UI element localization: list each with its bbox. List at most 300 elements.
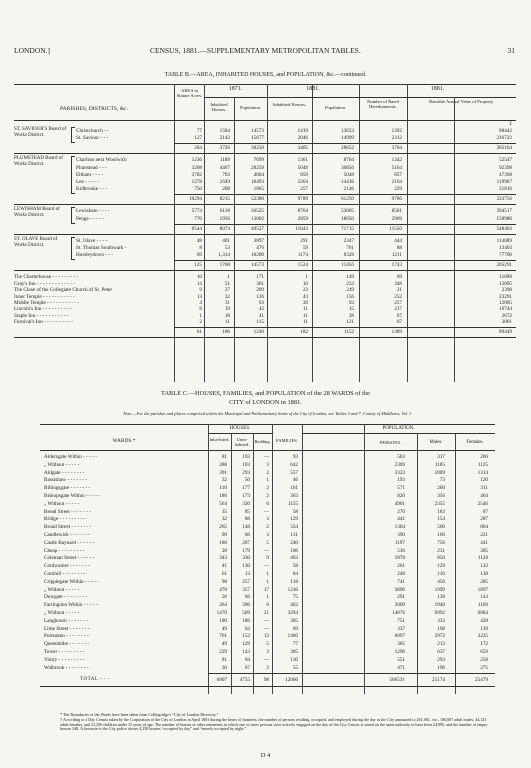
- table-b-data-cell: 4: [199, 300, 202, 306]
- table-c-data-cell: 143: [242, 649, 250, 655]
- table-c-data-cell: 21: [263, 610, 269, 616]
- table-c-data-cell: 13: [244, 571, 250, 577]
- table-b-data-cell: 77706: [499, 252, 512, 259]
- table-c-data-cell: 333: [437, 617, 445, 624]
- table-b-data-cell: 2: [199, 319, 202, 326]
- table-c-data-cell: 154: [437, 516, 445, 523]
- table-c-data-cell: 761: [219, 633, 227, 640]
- table-c-data-cell: 77: [292, 641, 298, 648]
- footnote-day-census: † According to a Day Census taken by the Corporation of the City of London in April 1881 during the hours of business, the number of persons residing, occupied, and employed during the day in the City amounted to 261,061, viz., 186,007 adult males, 44,125 adult females, and 21,256 children under 15 years of age. The number of houses or other tenements in which one or more persons were actively engaged on the day of the City Census is stated on the same authority to have been 24,895, and the number of empty houses 348. A footnote to the City police shows 4,258 houses “occupied by day” and “merely occupied by night.”: [60, 717, 488, 732]
- table-c-data-cell: 385: [397, 641, 405, 648]
- table-c-data-cell: 143: [480, 594, 488, 601]
- table-c-data-cell: 330: [242, 500, 250, 507]
- table-c-data-cell: 110: [219, 485, 227, 492]
- table-c-column-rule: [364, 424, 365, 694]
- table-b-others-total-cell: 61: [196, 328, 202, 335]
- table-c-data-cell: 2546: [477, 500, 488, 507]
- table-c-data-cell: 1197: [394, 539, 405, 546]
- table-b-data-cell: 59: [302, 245, 308, 251]
- table-b-subtotal-cell: 6544: [191, 225, 202, 232]
- table-c-data-cell: 120: [480, 477, 488, 484]
- table-c-top-rule: [40, 424, 495, 425]
- table-c-data-cell: 130: [290, 656, 298, 663]
- table-b-data-cell: 13653: [341, 128, 354, 134]
- table-c-data-cell: 260: [437, 485, 445, 492]
- table-c-sub-persons: PERSONS.: [379, 440, 402, 445]
- table-c-ward-name: Farringdon Within - - - - -: [44, 602, 98, 609]
- table-c-data-cell: 35: [221, 508, 227, 515]
- table-b-place-name: The Close of the Collegiate Church of St. Peter: [14, 287, 113, 294]
- table-c-data-cell: 103: [242, 461, 250, 468]
- table-b-data-cell: 18: [224, 312, 230, 319]
- table-b-data-cell: 5048: [343, 171, 354, 178]
- table-b-col-1881a: 1881.: [306, 86, 320, 92]
- table-b-data-cell: 1584: [219, 128, 230, 134]
- table-c-data-cell: 130: [242, 563, 250, 570]
- table-b-data-cell: 3897: [253, 237, 264, 244]
- table-b-data-cell: 770: [194, 215, 202, 222]
- table-c-col-houses: HOUSES.: [229, 426, 251, 431]
- table-c-data-cell: 5: [266, 539, 269, 546]
- table-b-data-cell: 14: [196, 280, 202, 287]
- table-b-data-cell: 11: [225, 319, 230, 326]
- table-c-ward-name: Bishopsgate Within - - - - -: [44, 493, 100, 499]
- table-c-data-cell: 58: [292, 563, 298, 570]
- table-c-data-cell: 3: [266, 532, 269, 538]
- table-c-data-cell: 129: [290, 516, 298, 523]
- table-b-subtotal-cell: 11550: [389, 225, 402, 232]
- table-b-data-cell: 291: [300, 237, 308, 244]
- table-b-subtotal-cell: 333756: [496, 196, 512, 203]
- table-b-sub-rated: Number of Rated Hereditaments.: [367, 99, 399, 110]
- table-b-data-cell: 10493: [251, 179, 264, 185]
- table-c-data-cell: 741: [397, 578, 405, 585]
- table-b-parish-name: Christchurch - -: [76, 128, 109, 134]
- table-c-data-cell: 193: [397, 477, 405, 484]
- table-b-data-cell: 43: [302, 293, 308, 300]
- table-b-data-cell: 252: [394, 293, 402, 300]
- table-b-data-cell: 209: [256, 287, 264, 294]
- table-b-parish-name: St. Thomas Southwark -: [76, 245, 127, 251]
- table-c-data-cell: 642: [290, 461, 298, 468]
- table-b-title: TABLE B.—AREA, INHABITED HOUSES, and POPULATION, &c.—continued.: [164, 72, 367, 78]
- table-b-district-brace: [71, 127, 75, 143]
- table-c-data-cell: 571: [397, 485, 405, 492]
- table-c-data-cell: 98: [221, 578, 227, 585]
- table-b-data-cell: 11: [303, 319, 308, 326]
- table-b-data-cell: 5774: [191, 208, 202, 215]
- table-b-data-cell: 77: [196, 128, 202, 134]
- table-b-top-rule: [14, 84, 516, 85]
- table-b-parish-name: Kidbrooke - - -: [76, 186, 108, 193]
- table-c-data-cell: 129: [242, 641, 250, 648]
- table-c-data-cell: 261: [397, 563, 405, 570]
- table-c-data-cell: 62: [244, 625, 250, 632]
- table-c-data-cell: 464: [480, 493, 488, 499]
- table-c-data-cell: 28: [221, 547, 227, 554]
- table-c-data-cell: 3323: [394, 469, 405, 476]
- table-b-data-cell: 69: [396, 274, 402, 281]
- table-b-data-cell: 1865: [253, 186, 264, 193]
- table-c-col-wards: WARDS.*: [112, 438, 136, 444]
- table-c-data-cell: 87: [482, 508, 488, 515]
- table-c-data-cell: 1169: [477, 602, 488, 609]
- table-c-data-cell: 1470: [216, 610, 227, 616]
- table-c-data-cell: 2: [266, 493, 269, 499]
- table-c-data-cell: 265: [219, 524, 227, 531]
- table-c-data-cell: 186: [242, 617, 250, 624]
- table-c-data-cell: 193: [242, 454, 250, 460]
- table-c-data-cell: 81: [221, 454, 227, 460]
- table-b-subtotal-cell: 1524: [297, 262, 308, 269]
- table-b-data-cell: 8: [199, 245, 202, 251]
- table-b-subtotal-cell: 28652: [341, 145, 354, 152]
- table-c-data-cell: 1185: [434, 461, 445, 468]
- table-b-place-name: Middle Temple - - - - - - - - - - -: [14, 300, 79, 306]
- table-b-place-name: Gray's Inn - - - - - - - - - - - - -: [14, 280, 75, 287]
- table-c-column-rule: [302, 424, 303, 694]
- table-b-subtotal-cell: 205291: [496, 262, 512, 269]
- table-c-data-cell: 1296: [394, 649, 405, 655]
- table-c-data-cell: 1314: [477, 469, 488, 476]
- header-title: CENSUS, 1881.—SUPPLEMENTARY METROPOLITAN TABLES.: [150, 46, 361, 55]
- table-b-data-cell: 11: [303, 312, 308, 319]
- table-c-data-cell: —: [263, 656, 269, 663]
- table-c-data-cell: 138: [480, 571, 488, 577]
- table-c-data-cell: 330: [242, 555, 250, 562]
- table-b-data-cell: 48: [196, 237, 202, 244]
- table-b-subtotal-cell: 10294: [189, 196, 202, 203]
- table-b-others-total-cell: 89449: [499, 328, 512, 335]
- table-b-data-cell: 13002: [251, 215, 264, 222]
- table-c-ward-name: Billingsgate - - - - - - -: [44, 485, 91, 492]
- table-b-data-cell: 3801: [501, 319, 512, 326]
- table-c-data-cell: 3225: [477, 633, 488, 640]
- table-c-data-cell: 3: [266, 461, 269, 468]
- table-b-data-cell: 127: [194, 135, 202, 142]
- table-c-data-cell: 396: [242, 602, 250, 609]
- table-c-data-cell: 2972: [434, 633, 445, 640]
- table-c-data-cell: 110: [437, 571, 445, 577]
- table-c-title-line2: CITY of LONDON in 1881.: [229, 399, 302, 406]
- table-b-subtotal-cell: 548403: [496, 225, 512, 232]
- table-c-ward-name: Dowgate - - - - - - - -: [44, 594, 87, 601]
- table-c-ward-name: Cordwainer - - - - - - -: [44, 563, 90, 570]
- table-b-data-cell: 2347: [343, 237, 354, 244]
- table-b-data-cell: 1649: [219, 179, 230, 185]
- table-c-data-cell: 207: [242, 539, 250, 546]
- table-b-subtotal-cell: 61250: [341, 196, 354, 203]
- table-b-data-cell: 32: [224, 293, 230, 300]
- table-c-ward-name: Coleman Street - - - - - -: [44, 555, 95, 562]
- table-b-data-cell: 2859: [297, 215, 308, 222]
- table-b-data-cell: 23: [302, 287, 308, 294]
- table-c-ward-name: „ Without - - - - -: [44, 500, 80, 507]
- table-b-subtotal-rule: [174, 143, 516, 144]
- table-b-col-1871: 1871.: [228, 86, 243, 92]
- table-c-data-cell: 118: [290, 578, 298, 585]
- table-c-total-cell: 4755: [239, 677, 250, 684]
- table-c-data-cell: 183: [437, 508, 445, 515]
- table-b-parish-name: Eltham - - - -: [76, 171, 104, 178]
- table-c-data-cell: 6992: [434, 610, 445, 616]
- table-c-data-cell: 69: [292, 625, 298, 632]
- table-b-subtotal-cell: 14573: [251, 262, 264, 269]
- table-b-data-cell: 23291: [499, 293, 512, 300]
- table-c-ward-name: Walbrook - - - - - - - -: [44, 664, 89, 671]
- table-c-data-cell: 49: [221, 625, 227, 632]
- table-b-subtotal-cell: 11643: [295, 225, 308, 232]
- table-b-data-cell: 12005: [499, 300, 512, 306]
- table-b-data-cell: 21: [396, 287, 402, 294]
- table-c-data-cell: 462: [290, 602, 298, 609]
- table-b: [14, 84, 516, 384]
- table-b-data-cell: 1: [199, 312, 202, 319]
- table-b-place-name: Staple Inn - - - - - - - - - - -: [14, 312, 69, 319]
- table-b-data-cell: 67: [396, 319, 402, 326]
- table-b-data-cell: 28259: [251, 164, 264, 171]
- table-c: [40, 424, 495, 706]
- table-c-data-cell: 536: [397, 547, 405, 554]
- table-b-subtotal-cell: 8074: [219, 225, 230, 232]
- table-c-data-cell: 248: [397, 571, 405, 577]
- table-b-data-cell: 158986: [496, 215, 512, 222]
- table-c-data-cell: 311: [480, 485, 488, 492]
- table-c-data-cell: 1940: [434, 602, 445, 609]
- table-c-data-cell: 84: [292, 571, 298, 577]
- table-b-subheader-rule: [204, 97, 516, 98]
- table-b-data-cell: 1392: [391, 128, 402, 134]
- table-c-data-cell: 3: [266, 649, 269, 655]
- table-c-data-cell: 1304: [394, 524, 405, 531]
- table-b-data-cell: 8581: [391, 208, 402, 215]
- table-c-ward-name: Bassishaw - - - - - - -: [44, 477, 88, 484]
- table-b-data-cell: 36525: [251, 208, 264, 215]
- table-c-data-cell: 270: [397, 508, 405, 515]
- table-b-data-cell: 14999: [341, 135, 354, 142]
- table-b-subtotal-cell: 9786: [391, 196, 402, 203]
- table-c-data-cell: 148: [242, 524, 250, 531]
- table-b-district-brace: [71, 237, 75, 261]
- table-c-data-cell: 46: [292, 477, 298, 484]
- table-b-data-cell: 1342: [391, 157, 402, 164]
- table-c-data-cell: 637: [437, 649, 445, 655]
- table-c-data-cell: 93: [292, 454, 298, 460]
- table-b-data-cell: 2164: [391, 179, 402, 185]
- table-c-data-cell: —: [263, 508, 269, 515]
- table-c-ward-name: Bread Street - - - - - - -: [44, 508, 91, 515]
- table-c-data-cell: 357: [242, 586, 250, 593]
- table-b-data-cell: 15677: [251, 135, 264, 142]
- table-b-data-cell: 223: [346, 280, 354, 287]
- table-b-data-cell: 208: [222, 186, 230, 193]
- table-b-data-cell: 2312: [391, 135, 402, 142]
- table-b-data-cell: 2672: [501, 312, 512, 319]
- table-b-data-cell: 8764: [343, 157, 354, 164]
- table-b-data-cell: 476: [256, 245, 264, 251]
- table-c-data-cell: 3896: [394, 586, 405, 593]
- page-number: 31: [507, 46, 515, 55]
- table-b-data-cell: 13403: [499, 245, 512, 251]
- table-b-sub-inhabited-1871: Inhabited Houses.: [210, 102, 228, 113]
- table-b-data-cell: 257: [394, 300, 402, 306]
- table-c-data-cell: 1: [266, 477, 269, 484]
- table-b-subtotal-rule: [174, 224, 516, 225]
- table-c-data-cell: 240: [290, 539, 298, 546]
- table-c-ward-name: „ Without - - - - -: [44, 610, 80, 616]
- table-b-subtotal-cell: 8215: [219, 196, 230, 203]
- table-c-data-cell: 85: [244, 508, 250, 515]
- table-c-data-cell: 186: [219, 539, 227, 546]
- table-b-data-cell: 1211: [391, 252, 402, 259]
- table-b-data-cell: 257: [300, 186, 308, 193]
- table-b-data-cell: 19: [224, 306, 230, 313]
- table-b-data-cell: 93: [348, 300, 354, 306]
- table-c-data-cell: 196: [437, 664, 445, 671]
- table-b-data-cell: 8328: [343, 252, 354, 259]
- table-c-data-cell: 169: [437, 532, 445, 538]
- table-b-subtotal-cell: 1768: [219, 262, 230, 269]
- table-c-col-population: POPULATION.: [382, 426, 415, 431]
- table-c-data-cell: 75: [292, 594, 298, 601]
- table-c-data-cell: 6: [266, 602, 269, 609]
- table-c-data-cell: 1: [266, 594, 269, 601]
- table-b-data-cell: 171: [256, 274, 264, 281]
- table-b-subtotal-cell: 305164: [496, 145, 512, 152]
- table-c-data-cell: 56: [221, 594, 227, 601]
- table-c-bottom-rule: [40, 686, 495, 687]
- table-c-data-cell: 1009: [434, 469, 445, 476]
- table-b-data-cell: 249: [346, 287, 354, 294]
- table-c-col-families: FAMILIES.: [276, 438, 298, 443]
- table-b-subtotal-cell: 204: [194, 145, 202, 152]
- table-b-subtotal-cell: 11456: [341, 262, 354, 269]
- table-b-district-name: ST. SAVIOUR'S Board of Works District.: [14, 127, 67, 138]
- table-c-data-cell: 1878: [394, 555, 405, 562]
- table-c-data-cell: 363: [290, 493, 298, 499]
- table-c-data-cell: 820: [397, 493, 405, 499]
- table-c-data-cell: 161: [290, 485, 298, 492]
- table-b-group-rule: [14, 204, 516, 205]
- table-c-data-cell: 756: [437, 539, 445, 546]
- table-c-data-cell: —: [263, 454, 269, 460]
- table-c-data-cell: 58: [292, 508, 298, 515]
- table-c-data-cell: 138: [437, 594, 445, 601]
- table-b-data-cell: 2969: [391, 215, 402, 222]
- table-b-data-cell: 30856: [341, 164, 354, 171]
- table-c-data-cell: 213: [437, 641, 445, 648]
- table-b-data-cell: 6118: [219, 208, 230, 215]
- table-c-sub-building: Building.: [254, 439, 271, 444]
- table-c-data-cell: 390: [397, 532, 405, 538]
- table-b-district-name: PLUMSTEAD Board of Works District.: [14, 156, 63, 168]
- table-b-parish-name: Charlton next Woolwich: [76, 157, 127, 164]
- table-b-data-cell: 4064: [253, 171, 264, 178]
- table-c-ward-name: Aldgate - - - - - - - -: [44, 469, 85, 476]
- table-b-data-cell: 1: [227, 274, 230, 281]
- table-c-ward-name: Portsoken - - - - - - - -: [44, 633, 89, 640]
- table-b-data-cell: 119967: [496, 179, 512, 185]
- table-c-data-cell: 428: [480, 617, 488, 624]
- table-b-parish-name: St. Olave - - - -: [76, 237, 108, 244]
- table-b-data-cell: 3268: [191, 164, 202, 171]
- table-c-data-cell: 3294: [287, 610, 298, 616]
- table-c-data-cell: 285: [480, 578, 488, 585]
- table-c-ward-name: Bridge - - - - - - - - -: [44, 516, 86, 523]
- table-c-data-cell: 569: [242, 610, 250, 616]
- table-b-data-cell: 115: [256, 319, 264, 326]
- table-b-data-cell: 394517: [496, 208, 512, 215]
- table-c-sub-inhabited: Inha-bited.: [209, 437, 230, 442]
- table-b-data-cell: 1956: [219, 215, 230, 222]
- table-b-parish-name: Horsleydown - - -: [76, 252, 114, 259]
- table-b-subtotal-rule: [174, 260, 516, 261]
- table-c-ward-name: Tower - - - - - - - - -: [44, 649, 85, 655]
- table-b-subtotal-cell: 49527: [251, 225, 264, 232]
- table-c-ward-name: Cornhill - - - - - - - -: [44, 571, 86, 577]
- table-c-data-cell: 305: [290, 617, 298, 624]
- table-b-data-cell: 4467: [219, 164, 230, 171]
- table-c-data-cell: 131: [290, 532, 298, 538]
- table-c-ward-name: Candlewick - - - - - - -: [44, 532, 90, 538]
- table-c-ward-name: Lime Street - - - - - - -: [44, 625, 90, 632]
- table-b-parish-name: Plumstead - - -: [76, 164, 107, 171]
- table-c-ward-name: „ Without - - - - -: [44, 461, 80, 468]
- table-c-total-label: TOTAL - - -: [80, 677, 110, 683]
- table-c-data-cell: 258: [480, 656, 488, 663]
- table-b-data-cell: 444: [394, 237, 402, 244]
- table-c-data-cell: 2: [266, 469, 269, 476]
- table-c-ward-name: „ Without - - - - -: [44, 586, 80, 593]
- table-b-data-cell: 2398: [501, 287, 512, 294]
- table-b-data-cell: 52547: [499, 157, 512, 164]
- table-b-data-cell: 11898: [499, 274, 512, 281]
- table-b-data-cell: 30: [302, 300, 308, 306]
- table-b-subtotal-cell: 3465: [297, 145, 308, 152]
- table-c-column-rule: [272, 424, 273, 694]
- table-c-total-cell: 12066: [285, 677, 298, 684]
- table-b-district-name: LEWISHAM Board of Works District.: [14, 207, 60, 219]
- table-c-data-cell: 291: [397, 594, 405, 601]
- table-b-district-brace: [71, 207, 75, 223]
- table-b-data-cell: 47398: [499, 171, 512, 178]
- table-c-data-cell: 94: [244, 656, 250, 663]
- table-c-data-cell: 55: [292, 664, 298, 671]
- table-b-data-cell: 42: [258, 306, 264, 313]
- table-c-total-cell: 25479: [475, 677, 488, 684]
- table-b-sub-rateable-value: Rateable Annual Value of Property.: [429, 99, 494, 104]
- table-b-subtotal-cell: 3704: [391, 145, 402, 152]
- table-c-data-cell: 231: [437, 547, 445, 554]
- table-b-data-cell: 361: [256, 280, 264, 287]
- table-b-place-name: The Charterhouse - - - - - - - - -: [14, 274, 79, 281]
- table-c-ward-name: Queenhithe - - - - - - -: [44, 641, 90, 648]
- table-c-data-cell: 221: [480, 532, 488, 538]
- table-b-place-name: Furnival's Inn - - - - - - - - - -: [14, 319, 73, 326]
- table-c-data-cell: 334: [290, 524, 298, 531]
- table-c-data-cell: 804: [480, 524, 488, 531]
- table-b-data-cell: 216722: [496, 135, 512, 142]
- table-c-data-cell: —: [263, 563, 269, 570]
- table-c-data-cell: 198: [437, 625, 445, 632]
- table-c-data-cell: 456: [437, 578, 445, 585]
- table-b-data-cell: 51: [224, 280, 230, 287]
- table-b-data-cell: 2264: [297, 179, 308, 185]
- table-b-data-cell: 5048: [297, 164, 308, 171]
- table-b-data-cell: 12095: [499, 280, 512, 287]
- footnote-wards: * The Boundaries of the Wards have been taken from Collingridge's “City of London Directory.”: [60, 712, 219, 717]
- table-c-data-cell: 66: [244, 594, 250, 601]
